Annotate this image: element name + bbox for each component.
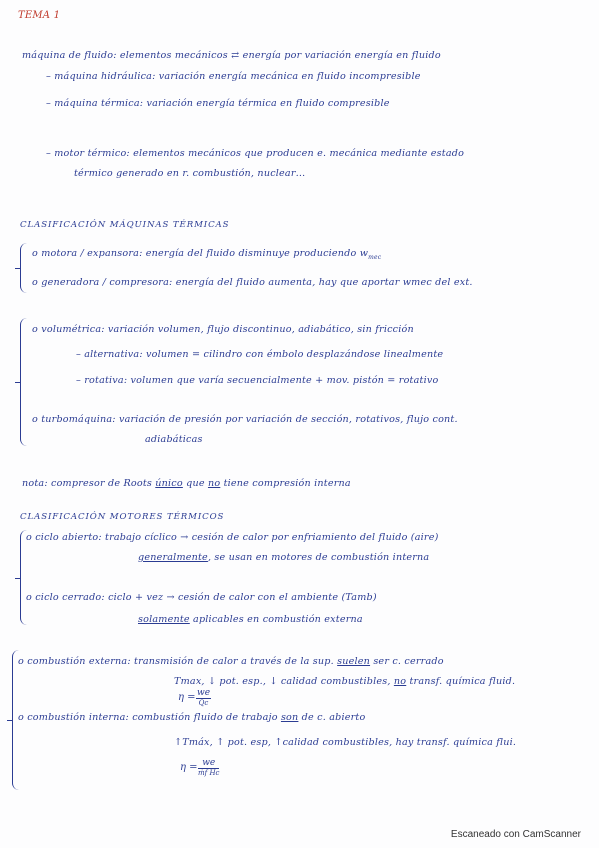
item-generadora: o generadora / compresora: energía del fluido aumenta, hay que aportar wmec del ext. <box>32 277 473 288</box>
interna-text: o combustión interna: combustión fluido de trabajo <box>18 712 278 723</box>
section-heading-motors: CLASIFICACIÓN MOTORES TÉRMICOS <box>20 512 225 522</box>
item-ciclo-cerrado-cont <box>138 614 363 625</box>
cerrado-underlined: solamente <box>138 614 190 625</box>
note-roots <box>22 478 351 489</box>
externa-text: o combustión externa: transmisión de calor a través de la sup. <box>18 656 334 667</box>
interna-underlined: son <box>280 712 299 723</box>
eta-label: η = <box>180 762 198 773</box>
cerrado-rest: aplicables en combustión externa <box>193 614 363 625</box>
note-unico: único <box>155 478 183 489</box>
item-alternativa: – alternativa: volumen = cilindro con émbolo desplazándose linealmente <box>76 349 444 360</box>
definition-hydraulic-machine: – máquina hidráulica: variación energía mecánica en fluido incompresible <box>46 71 421 82</box>
externa-props-end: transf. química fluid. <box>409 676 516 687</box>
item-motora-sub: mec <box>368 253 382 261</box>
eta-denominator: ṁf Hc <box>198 769 220 777</box>
interna-text-end: de c. abierto <box>301 712 366 723</box>
brace <box>20 243 27 293</box>
item-combustion-externa-cont <box>174 676 515 687</box>
definition-thermal-motor-cont: térmico generado en r. combustión, nuclear… <box>74 168 306 179</box>
definition-thermal-motor: – motor térmico: elementos mecánicos que producen e. mecánica mediante estado <box>46 148 465 159</box>
efficiency-externa <box>178 688 211 707</box>
abierto-underlined: generalmente <box>138 552 208 563</box>
item-motora <box>32 248 381 261</box>
note-prefix: nota: compresor de Roots <box>22 478 153 489</box>
note-mid: que <box>186 478 205 489</box>
brace <box>20 530 27 625</box>
definition-fluid-machine: máquina de fluido: elementos mecánicos ⇄ energía por variación energía en fluido <box>22 50 441 61</box>
item-combustion-interna <box>18 712 365 723</box>
page-title: TEMA 1 <box>18 10 61 21</box>
scanner-watermark: Escaneado con CamScanner <box>450 829 581 840</box>
eta-numerator: we <box>198 758 219 769</box>
item-volumetrica: o volumétrica: variación volumen, flujo discontinuo, adiabático, sin fricción <box>32 324 414 335</box>
item-combustion-interna-cont: ↑Tmáx, ↑ pot. esp, ↑calidad combustibles, hay transf. química flui. <box>174 737 517 748</box>
definition-thermal-machine: – máquina térmica: variación energía térmica en fluido compresible <box>46 98 390 109</box>
item-turbomaquina-cont: adiabáticas <box>145 434 203 445</box>
note-suffix: tiene compresión interna <box>223 478 351 489</box>
item-rotativa: – rotativa: volumen que varía secuencialmente + mov. pistón = rotativo <box>76 375 439 386</box>
item-ciclo-abierto-cont <box>138 552 429 563</box>
item-combustion-externa <box>18 656 444 667</box>
externa-text-end: ser c. cerrado <box>373 656 444 667</box>
section-heading-machines: CLASIFICACIÓN MÁQUINAS TÉRMICAS <box>20 220 230 230</box>
efficiency-interna <box>180 758 220 777</box>
item-turbomaquina: o turbomáquina: variación de presión por variación de sección, rotativos, flujo cont. <box>32 414 458 425</box>
externa-no: no <box>393 676 407 687</box>
item-ciclo-cerrado: o ciclo cerrado: ciclo + vez → cesión de calor con el ambiente (Tamb) <box>26 592 377 603</box>
externa-props: Tmax, ↓ pot. esp., ↓ calidad combustibles, <box>174 676 391 687</box>
eta-numerator: we <box>197 688 211 698</box>
eta-label: η = <box>178 692 196 703</box>
item-ciclo-abierto: o ciclo abierto: trabajo cíclico → cesión de calor por enfriamiento del fluido (aire) <box>26 532 439 543</box>
note-no: no <box>207 478 221 489</box>
brace <box>20 318 27 446</box>
item-motora-text: o motora / expansora: energía del fluido disminuye produciendo w <box>32 248 369 259</box>
eta-denominator: Q̇c <box>198 699 209 707</box>
externa-underlined: suelen <box>337 656 371 667</box>
abierto-rest: , se usan en motores de combustión interna <box>207 552 430 563</box>
